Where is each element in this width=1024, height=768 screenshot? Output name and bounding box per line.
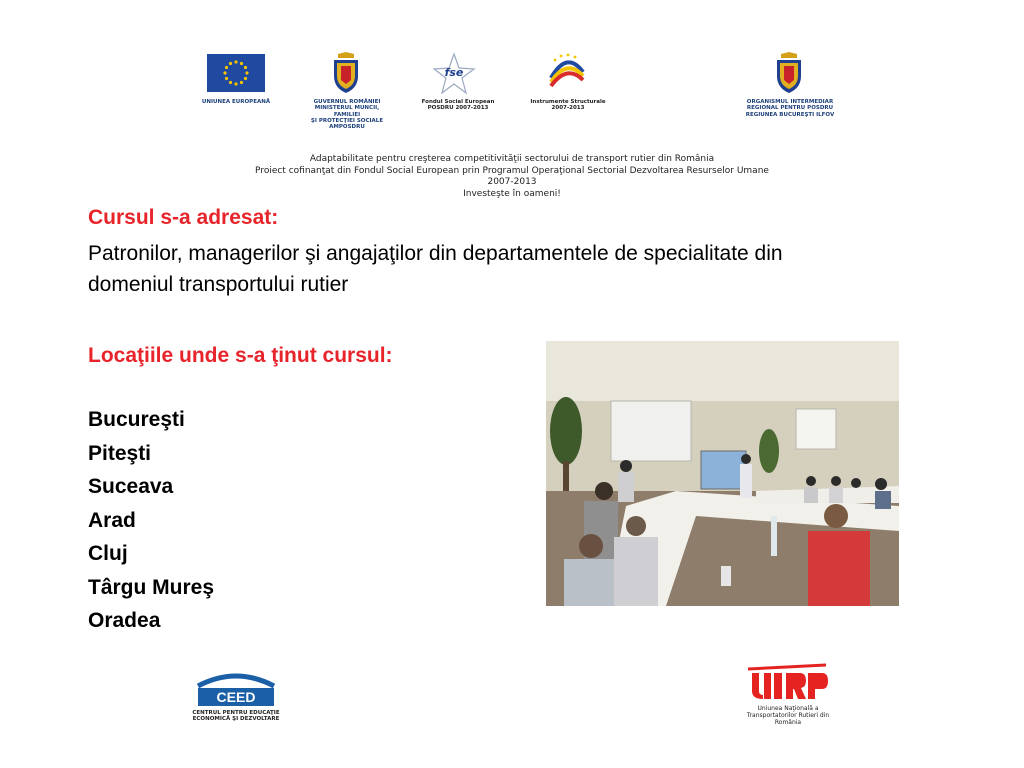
eu-caption: UNIUNEA EUROPEANĂ xyxy=(201,99,271,105)
city-list xyxy=(88,403,214,633)
project-intro xyxy=(200,154,824,200)
audience-heading: Cursul s-a adresat: xyxy=(88,206,279,229)
city-item: Cluj xyxy=(88,542,128,565)
city-item: Suceava xyxy=(88,475,174,498)
city-item: Bucureşti xyxy=(88,408,185,431)
romania-coat-of-arms-icon xyxy=(332,52,360,94)
structural-instruments-caption: Instrumente Structurale 2007-2013 xyxy=(530,99,606,112)
city-item: Oradea xyxy=(88,609,161,632)
oir-posdru-caption: ORGANISMUL INTERMEDIAR REGIONAL PENTRU POSDRU REGIUNEA BUCUREŞTI ILFOV xyxy=(745,99,835,118)
locations-heading: Locaţiile unde s-a ţinut cursul: xyxy=(88,344,393,367)
ceed-caption: CENTRUL PENTRU EDUCAŢIE ECONOMICĂ ŞI DEZVOLTARE xyxy=(192,710,280,723)
intro-line-1: Adaptabilitate pentru creşterea competitivităţii sectorului de transport rutier din România xyxy=(309,154,715,164)
government-caption: GUVERNUL ROMÂNIEI MINISTERUL MUNCII, FAMILIEI ŞI PROTECŢIEI SOCIALE AMPOSDRU xyxy=(310,99,384,131)
fse-mark: fse xyxy=(444,66,464,79)
city-item: Piteşti xyxy=(88,441,152,465)
eu-logo xyxy=(207,54,265,97)
untrr-logo-icon xyxy=(746,663,828,703)
fse-logo xyxy=(432,52,476,101)
audience-text: Patronilor, managerilor şi angajaţilor din departamentele de specialitate din domeniul transportului rutier xyxy=(88,242,783,296)
structural-instruments-icon xyxy=(545,52,589,96)
romania-coat-of-arms-icon xyxy=(775,52,803,94)
oir-posdru-logo xyxy=(775,52,803,99)
city-item: Arad xyxy=(88,508,136,532)
intro-line-2: Proiect cofinanţat din Fondul Social European prin Programul Operaţional Sectorial Dezvoltarea Resurselor Umane xyxy=(255,165,769,176)
ceed-logo xyxy=(196,672,276,711)
training-room-photo xyxy=(546,341,899,606)
structural-instruments-logo xyxy=(545,52,589,101)
city-item: Târgu Mureş xyxy=(88,575,215,599)
intro-line-4: Investeşte în oameni! xyxy=(463,188,561,199)
untrr-logo xyxy=(746,663,828,708)
government-logo xyxy=(332,52,360,99)
eu-flag-icon xyxy=(207,54,265,92)
untrr-caption: Uniunea Naţională a Transportatorilor Rutieri din România xyxy=(746,705,830,726)
intro-line-3: 2007-2013 xyxy=(487,177,537,187)
ceed-mark: CEED xyxy=(216,689,256,705)
fse-caption: Fondul Social European POSDRU 2007-2013 xyxy=(421,99,495,112)
